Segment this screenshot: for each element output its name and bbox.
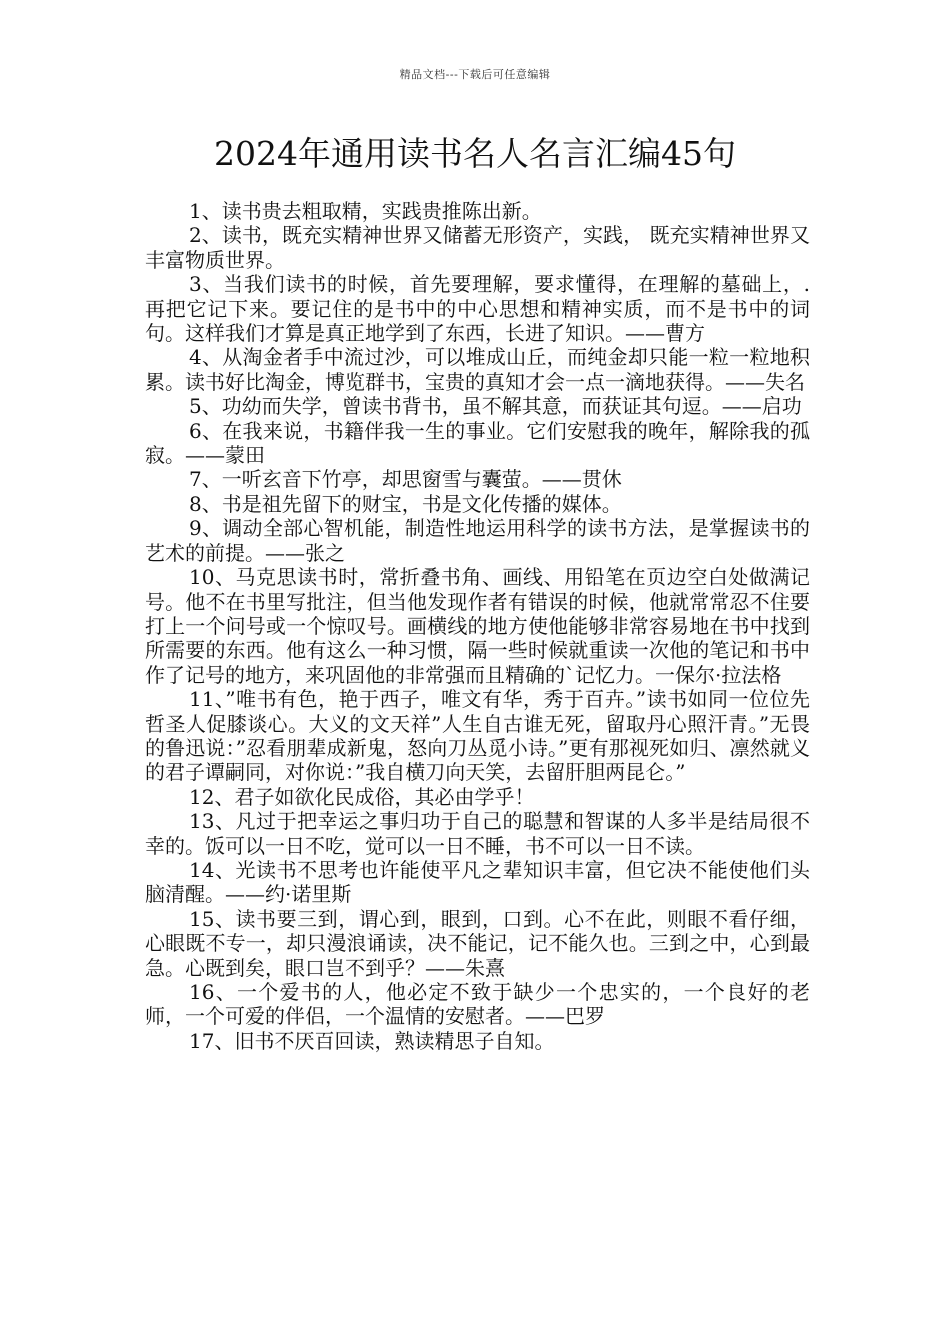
quote-item: 6、在我来说，书籍伴我一生的事业。它们安慰我的晚年，解除我的孤寂。——蒙田 [145, 418, 810, 468]
quote-item: 3、当我们读书的时候，首先要理解，要求懂得，在理解的墓础上，. 再把它记下来。要记住的是书中的中心思想和精神实质，而不是书中的词句。这样我们才算是真正地学到了东西，长进了知识。——曹方 [145, 272, 810, 346]
quote-item: 16、一个爱书的人，他必定不致于缺少一个忠实的，一个良好的老师，一个可爱的伴侣，一个温情的安慰者。——巴罗 [145, 980, 810, 1029]
quote-item: 9、调动全部心智机能，制造性地运用科学的读书方法，是掌握读书的艺术的前提。——张之 [145, 516, 810, 565]
header-note: 精品文档---下载后可任意编辑 [399, 68, 551, 81]
quote-item: 15、读书要三到，谓心到，眼到，口到。心不在此，则眼不看仔细，心眼既不专一，却只漫浪诵读，决不能记，记不能久也。三到之中，心到最急。心既到矣，眼口岂不到乎？——朱熹 [145, 906, 810, 980]
quote-item: 1、读书贵去粗取精，实践贵推陈出新。 [189, 199, 542, 223]
document-title: 2024年通用读书名人名言汇编45句 [214, 134, 736, 173]
quote-item: 11、”唯书有色，艳于西子，唯文有华，秀于百卉。”读书如同一位位先哲圣人促膝谈心。大义的文天祥”人生自古谁无死，留取丹心照汗青。”无畏的鲁迅说：”忍看朋辈成新鬼，怒向刀丛觅小诗。”更有那视死如归、凛然就义的君子谭嗣同，对你说：”我自横刀向天笑，去留肝胆两昆仑。” [145, 687, 810, 785]
quote-item: 8、书是祖先留下的财宝，书是文化传播的媒体。 [189, 491, 622, 516]
quote-item: 17、旧书不厌百回读，熟读精思子自知。 [189, 1028, 555, 1053]
quote-item: 12、君子如欲化民成俗，其必由学乎！ [189, 784, 535, 809]
quote-item: 4、从淘金者手中流过沙，可以堆成山丘，而纯金却只能一粒一粒地积累。读书好比淘金，博览群书，宝贵的真知才会一点一滴地获得。——失名 [145, 345, 810, 394]
quote-item: 7、一听玄音下竹亭，却思窗雪与囊萤。——贯休 [189, 467, 622, 492]
quote-item: 14、光读书不思考也许能使平凡之辈知识丰富，但它决不能使他们头脑清醒。——约·诺里斯 [145, 857, 810, 907]
quote-item: 2、读书，既充实精神世界又储蓄无形资产，实践， 既充实精神世界又丰富物质世界。 [145, 223, 810, 272]
quote-list [145, 199, 810, 1053]
quote-item: 13、凡过于把幸运之事归功于自己的聪慧和智谋的人多半是结局很不幸的。饭可以一日不吃，觉可以一日不睡，书不可以一日不读。 [145, 809, 810, 858]
quote-item: 10、马克思读书时，常折叠书角、画线、用铅笔在页边空白处做满记号。他不在书里写批注，但当他发现作者有错误的时候，他就常常忍不住要打上一个问号或一个惊叹号。画横线的地方使他能够非常容易地在书中找到所需要的东西。他有这么一种习惯，隔一些时候就重读一次他的笔记和书中作了记号的地方，来巩固他的非常强而且精确的`记忆力。一保尔·拉法格 [145, 565, 810, 687]
quote-item: 5、功幼而失学，曾读书背书，虽不解其意，而获证其句逗。——启功 [189, 394, 802, 419]
